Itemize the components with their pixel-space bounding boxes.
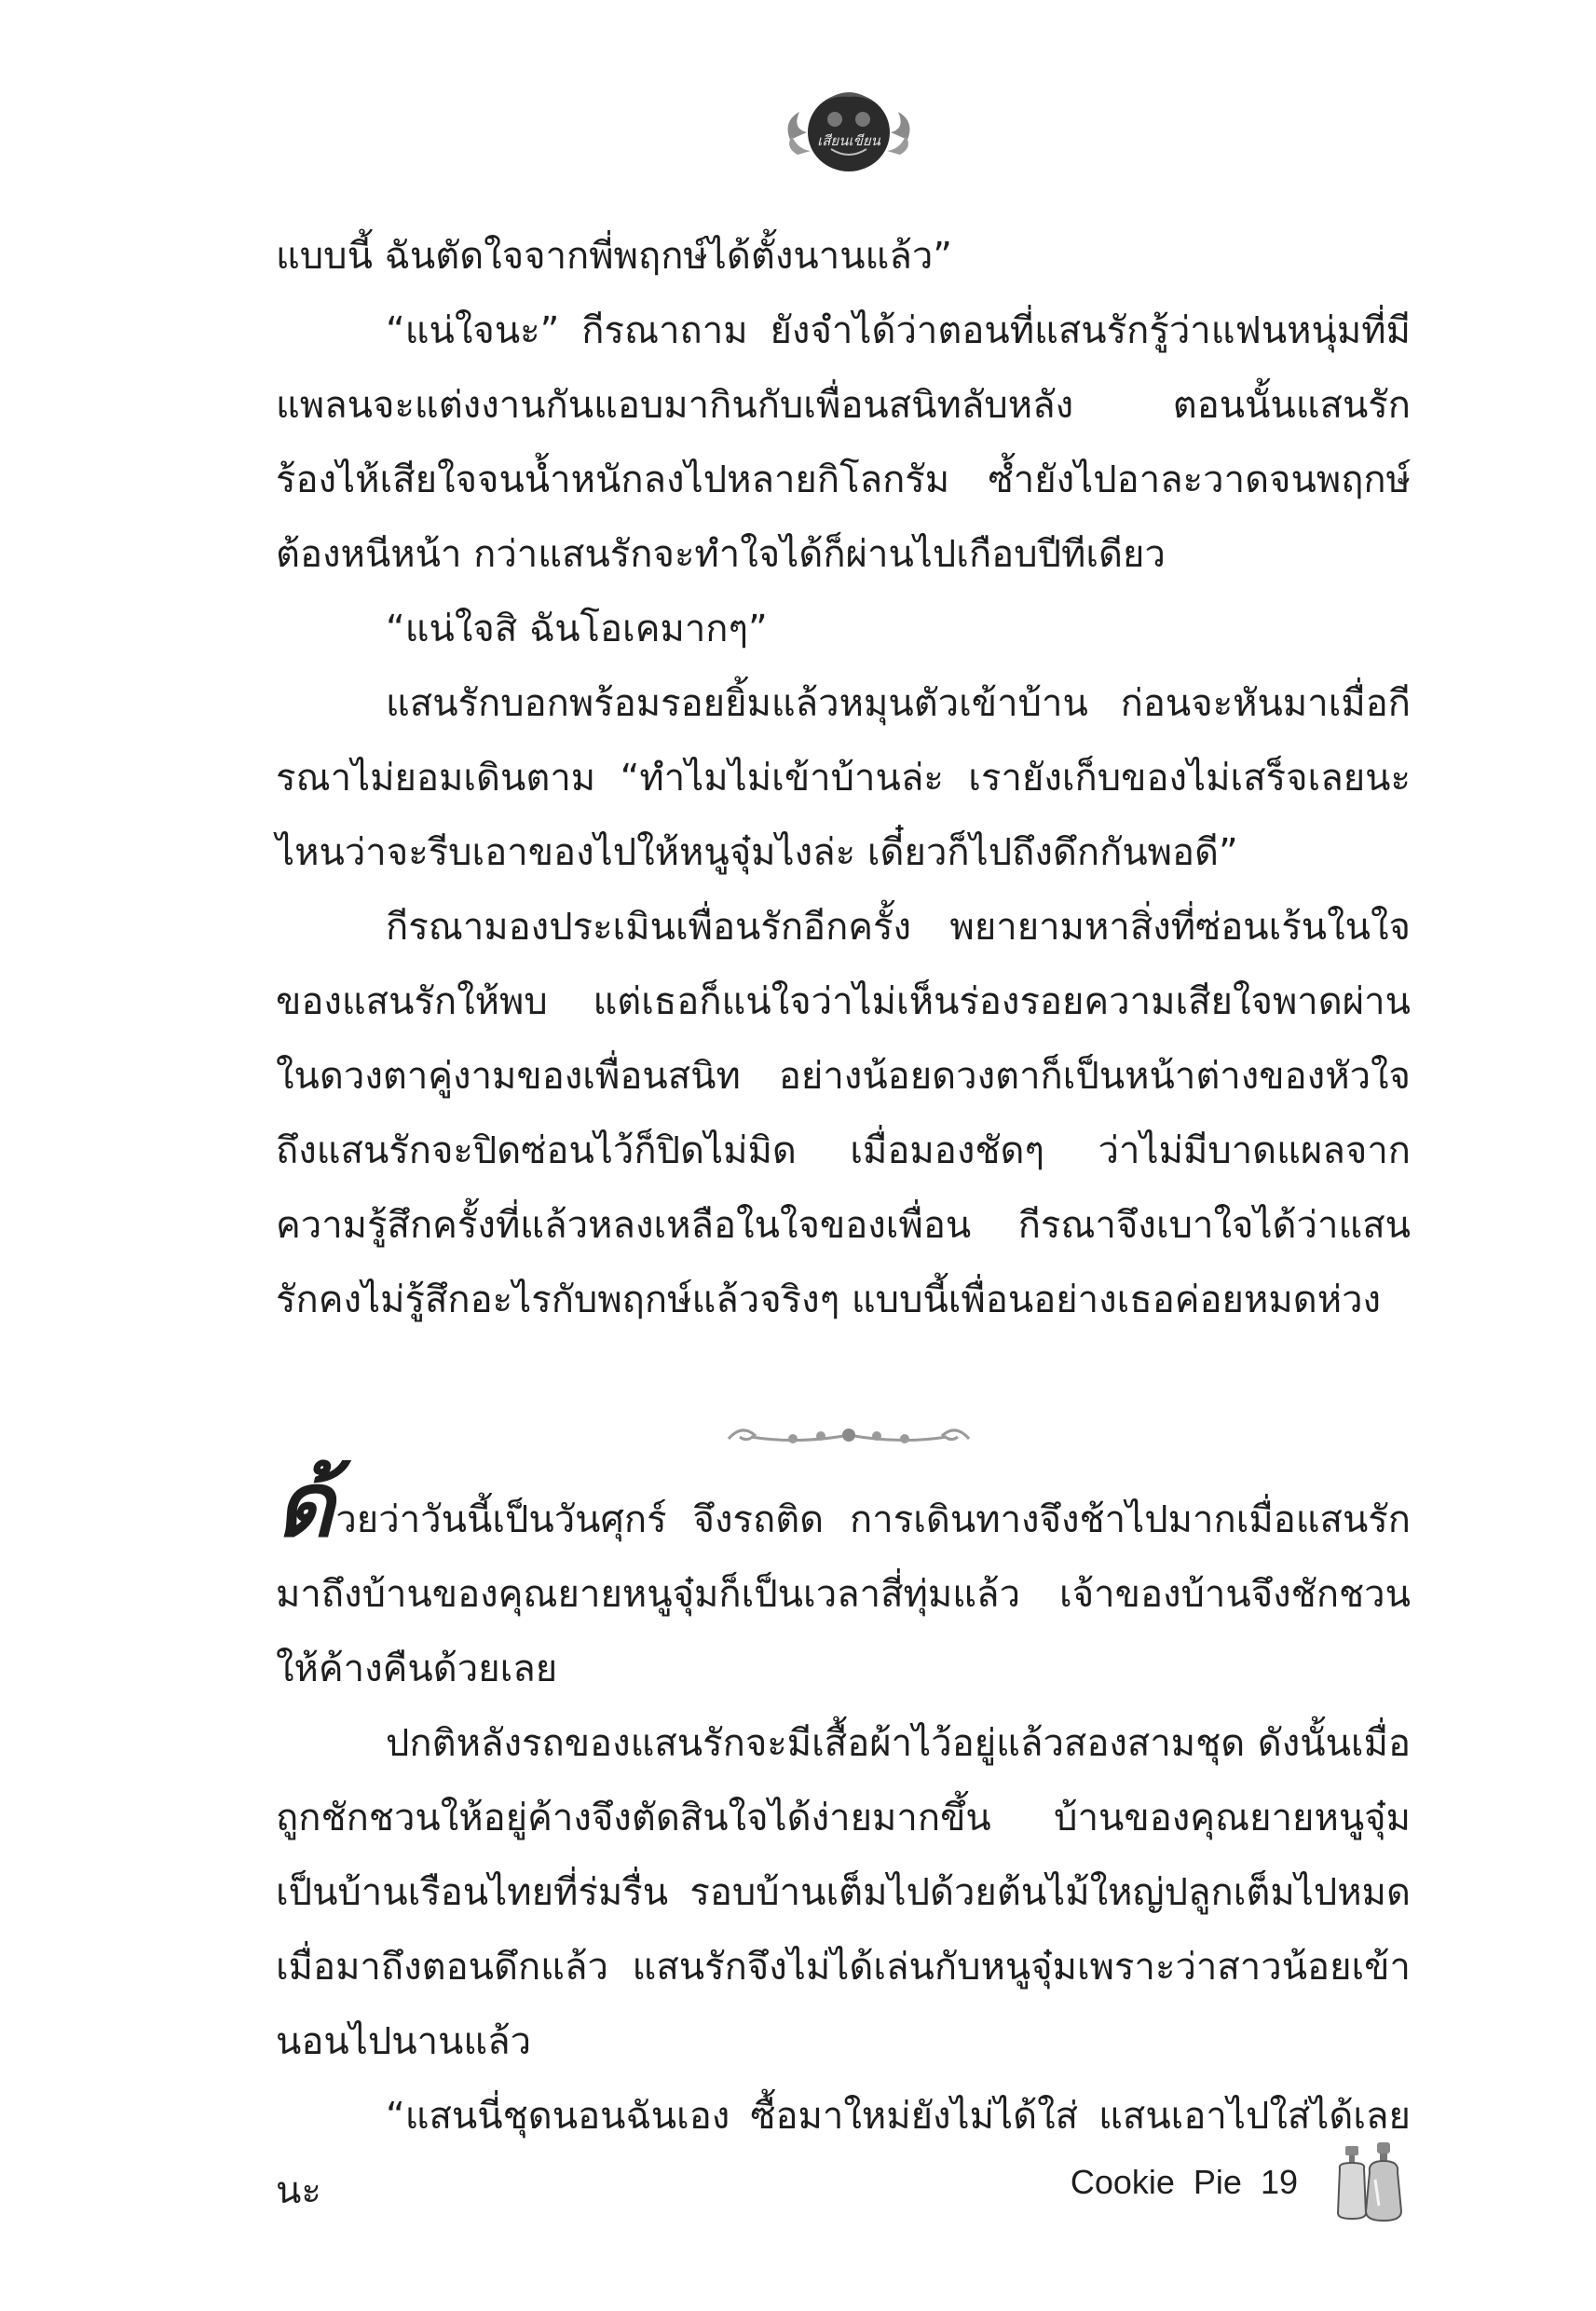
- paragraph: แบบนี้ ฉันตัดใจจากพี่พฤกษ์ได้ตั้งนานแล้ว”: [276, 235, 953, 278]
- publisher-logo-icon: [779, 75, 919, 177]
- perfume-bottles-icon: [1332, 2139, 1407, 2222]
- paragraph: ปกติหลังรถของแสนรักจะมีเสื้อผ้าไว้อยู่แล้วสองสามชุด ดังนั้นเมื่อถูกชักชวนให้อยู่ค้างจึงตัดสินใจได้ง่ายมากขึ้น บ้านของคุณยายหนูจุ๋มเป็นบ้านเรือนไทยที่ร่มรื่น รอบบ้านเต็มไปด้วยต้นไม้ใหญ่ปลูกเต็มไปหมด เมื่อมาถึงตอนดึกแล้ว แสนรักจึงไม่ได้เล่นกับหนูจุ๋มเพราะว่าสาวน้อยเข้านอนไปนานแล้ว: [276, 1722, 1411, 2063]
- top-text: [276, 219, 1411, 1337]
- book-title: Cookie Pie: [1070, 2163, 1242, 2201]
- paragraph: กีรณามองประเมินเพื่อนรักอีกครั้ง พยายามหาสิ่งที่ซ่อนเร้นในใจของแสนรักให้พบ แต่เธอก็แน่ใจว่าไม่เห็นร่องรอยความเสียใจพาดผ่านในดวงตาคู่งามของเพื่อนสนิท อย่างน้อยดวงตาก็เป็นหน้าต่างของหัวใจ ถึงแสนรักจะปิดซ่อนไว้ก็ปิดไม่มิด เมื่อมองชัดๆ ว่าไม่มีบาดแผลจากความรู้สึกครั้งที่แล้วหลงเหลือในใจของเพื่อน กีรณาจึงเบาใจได้ว่าแสนรักคงไม่รู้สึกอะไรกับพฤกษ์แล้วจริงๆ แบบนี้เพื่อนอย่างเธอค่อยหมดห่วง: [276, 906, 1411, 1321]
- page-footer: [1071, 2159, 1298, 2206]
- paragraph: “แน่ใจนะ” กีรณาถาม ยังจำได้ว่าตอนที่แสนรักรู้ว่าแฟนหนุ่มที่มีแพลนจะแต่งงานกันแอบมากินกับเพื่อนสนิทลับหลัง ตอนนั้นแสนรักร้องไห้เสียใจจนน้ำหนักลงไปหลายกิโลกรัม ซ้ำยังไปอาละวาดจนพฤกษ์ต้องหนีหน้า กว่าแสนรักจะทำใจได้ก็ผ่านไปเกือบปีทีเดียว: [276, 309, 1411, 576]
- paragraph-text: วยว่าวันนี้เป็นวันศุกร์ จึงรถติด การเดินทางจึงช้าไปมากเมื่อแสนรักมาถึงบ้านของคุณยายหนูจุ๋มก็เป็นเวลาสี่ทุ่มแล้ว เจ้าของบ้านจึงชักชวนให้ค้างคืนด้วยเลย: [276, 1498, 1411, 1690]
- page-number: 19: [1260, 2163, 1298, 2201]
- drop-cap: ด้: [276, 1452, 334, 1557]
- section-two-text: [276, 1452, 1411, 2228]
- paragraph: “แสนนี่ชุดนอนฉันเอง ซื้อมาใหม่ยังไม่ได้ใส่ แสนเอาไปใส่ได้เลยนะ: [276, 2095, 1411, 2212]
- paragraph: แสนรักบอกพร้อมรอยยิ้มแล้วหมุนตัวเข้าบ้าน ก่อนจะหันมาเมื่อกีรณาไม่ยอมเดินตาม “ทำไมไม่เข้าบ้านล่ะ เรายังเก็บของไม่เสร็จเลยนะ ไหนว่าจะรีบเอาของไปให้หนูจุ๋มไงล่ะ เดี๋ยวก็ไปถึงดึกกันพอดี”: [276, 682, 1411, 874]
- ornament-divider-icon: [723, 1416, 975, 1454]
- logo-text: เสียนเขียน: [817, 132, 880, 149]
- paragraph: [276, 1452, 1411, 1706]
- paragraph: “แน่ใจสิ ฉันโอเคมากๆ”: [386, 608, 768, 650]
